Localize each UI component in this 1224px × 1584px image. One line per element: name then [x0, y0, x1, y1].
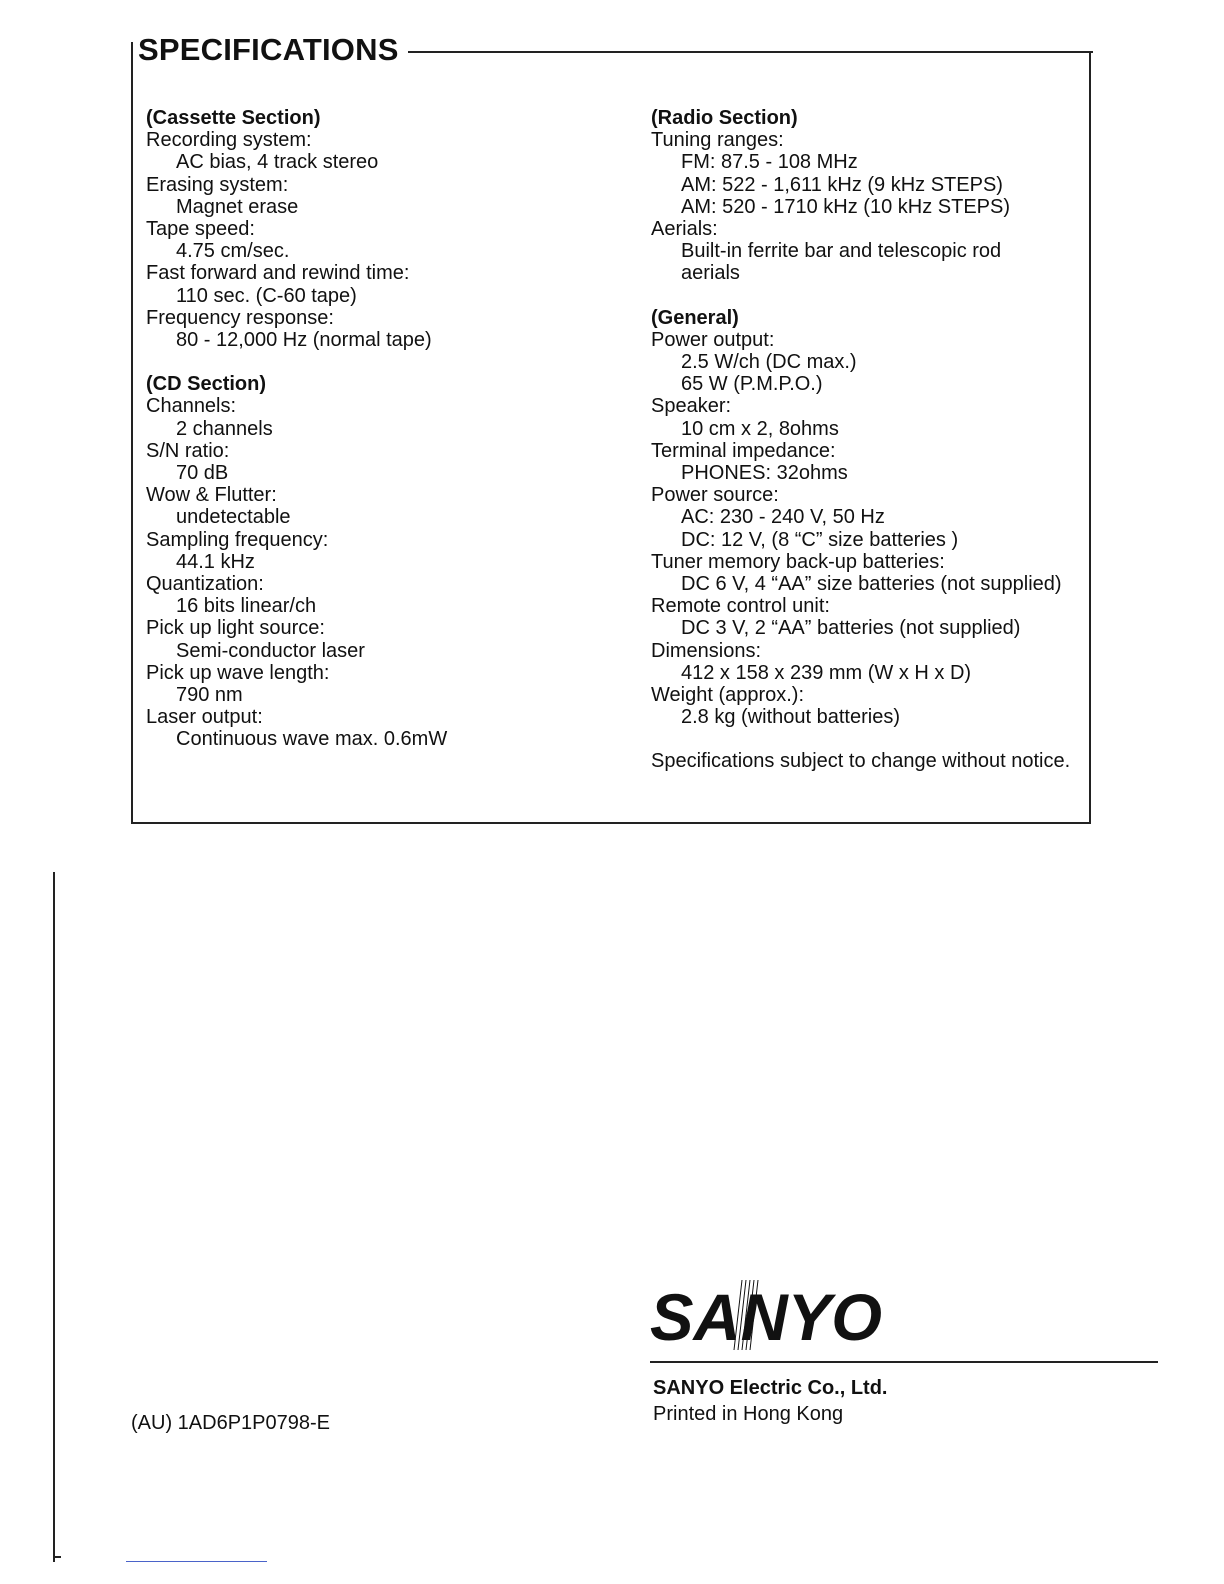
spec-label: Tape speed: — [146, 218, 255, 241]
spec-value: AC: 230 - 240 V, 50 Hz — [681, 506, 885, 529]
binding-edge-line — [53, 872, 55, 1562]
spec-value: AC bias, 4 track stereo — [176, 151, 379, 174]
spacer — [146, 351, 447, 373]
right-spec-column — [651, 107, 1070, 773]
spec-value: DC 3 V, 2 “AA” batteries (not supplied) — [681, 617, 1021, 640]
spec-label: Erasing system: — [146, 173, 289, 196]
spec-label: Power output: — [651, 328, 775, 351]
spec-value: 80 - 12,000 Hz (normal tape) — [176, 329, 432, 352]
spec-value: Built-in ferrite bar and telescopic rod — [681, 240, 1002, 263]
spec-label: Specifications subject to change without notice. — [651, 750, 1071, 773]
spec-label: S/N ratio: — [146, 439, 230, 462]
spec-label: Power source: — [651, 484, 779, 507]
spec-value: undetectable — [176, 506, 291, 529]
document-code: (AU) 1AD6P1P0798-E — [131, 1412, 330, 1434]
spacer — [651, 728, 1070, 750]
section-heading: (Radio Section) — [651, 107, 798, 129]
spec-value: 70 dB — [176, 462, 229, 485]
spec-value: 44.1 kHz — [176, 550, 255, 573]
title-tick — [131, 42, 133, 54]
page-title: SPECIFICATIONS — [138, 28, 407, 72]
left-spec-column — [146, 107, 447, 751]
spec-value: 4.75 cm/sec. — [176, 240, 290, 263]
section-heading: (General) — [651, 306, 739, 329]
spec-label: Weight (approx.): — [651, 684, 805, 707]
spec-label: Tuning ranges: — [651, 129, 784, 152]
spec-label: Dimensions: — [651, 639, 762, 662]
spec-value: AM: 520 - 1710 kHz (10 kHz STEPS) — [681, 195, 1011, 218]
section-heading: (CD Section) — [146, 373, 266, 396]
spec-label: Speaker: — [651, 395, 732, 418]
spec-label: Remote control unit: — [651, 595, 830, 618]
spec-label: Wow & Flutter: — [146, 484, 277, 507]
spec-value: 2.5 W/ch (DC max.) — [681, 351, 857, 374]
spec-label: Sampling frequency: — [146, 528, 329, 551]
spec-label: Pick up light source: — [146, 617, 325, 640]
spec-value: DC: 12 V, (8 “C” size batteries ) — [681, 528, 959, 551]
spec-label: Laser output: — [146, 706, 263, 729]
spec-value: 10 cm x 2, 8ohms — [681, 417, 839, 440]
spec-value: Continuous wave max. 0.6mW — [176, 728, 448, 751]
spec-label: Quantization: — [146, 573, 264, 596]
title-rule — [408, 51, 1093, 53]
spec-label: Aerials: — [651, 218, 718, 241]
spec-value: 16 bits linear/ch — [176, 595, 317, 618]
spec-value: 790 nm — [176, 684, 243, 707]
spec-label: Tuner memory back-up batteries: — [651, 550, 945, 573]
binding-edge-foot — [55, 1556, 61, 1558]
spec-value: FM: 87.5 - 108 MHz — [681, 151, 858, 174]
company-name: SANYO Electric Co., Ltd. — [653, 1377, 888, 1399]
spec-value: DC 6 V, 4 “AA” size batteries (not supplied) — [681, 573, 1062, 596]
spec-value: 2 channels — [176, 417, 273, 440]
spec-value: PHONES: 32ohms — [681, 462, 848, 485]
spec-value: Semi-conductor laser — [176, 639, 365, 662]
footer-blue-rule — [126, 1561, 267, 1562]
spec-value: AM: 522 - 1,611 kHz (9 kHz STEPS) — [681, 173, 1003, 196]
spec-label: Recording system: — [146, 129, 312, 152]
spec-label: Channels: — [146, 395, 237, 418]
spec-label: Pick up wave length: — [146, 661, 330, 684]
spec-value: 412 x 158 x 239 mm (W x H x D) — [681, 661, 972, 684]
spec-value: aerials — [681, 262, 740, 285]
printed-in: Printed in Hong Kong — [653, 1403, 844, 1425]
spec-value: 110 sec. (C-60 tape) — [176, 284, 357, 307]
spec-value: 2.8 kg (without batteries) — [681, 706, 900, 729]
spec-label: Frequency response: — [146, 306, 334, 329]
spec-label: Terminal impedance: — [651, 439, 836, 462]
sanyo-logo — [650, 1272, 890, 1360]
spec-label: Fast forward and rewind time: — [146, 262, 410, 285]
section-heading: (Cassette Section) — [146, 107, 321, 129]
spacer — [651, 285, 1070, 307]
spec-value: Magnet erase — [176, 195, 299, 218]
spec-value: 65 W (P.M.P.O.) — [681, 373, 823, 396]
sanyo-logo-text: SANYO — [650, 1280, 882, 1354]
footer-rule — [650, 1361, 1158, 1363]
